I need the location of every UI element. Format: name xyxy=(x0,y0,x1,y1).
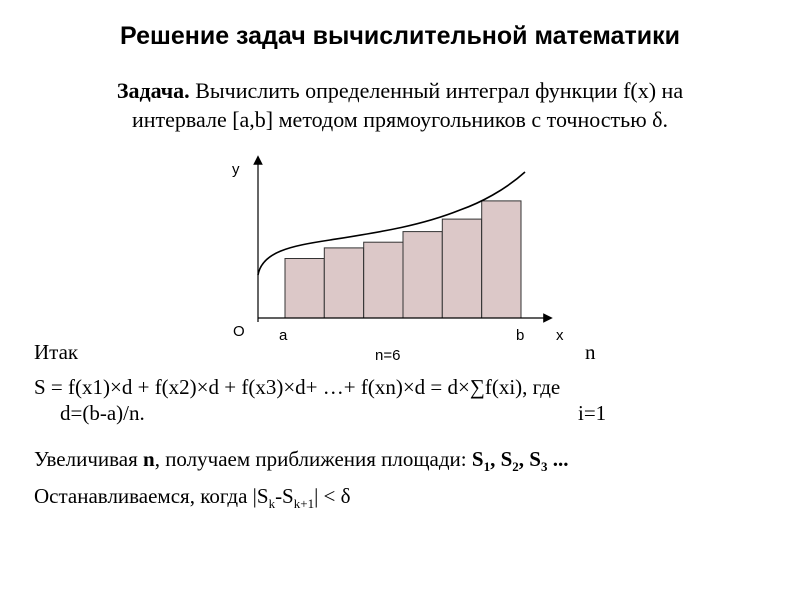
approx-tail: ... xyxy=(547,447,569,471)
rectangle-bar xyxy=(324,248,363,318)
s3-sub: 3 xyxy=(540,459,548,475)
origin-label: O xyxy=(233,323,245,340)
s1-sub: 1 xyxy=(483,459,491,475)
task-label: Задача. xyxy=(116,78,190,103)
s1: S xyxy=(471,447,484,471)
stop-condition xyxy=(34,484,351,512)
stop-sub-k1: k+1 xyxy=(293,496,315,512)
d-definition: d=(b-a)/n. xyxy=(60,401,145,425)
y-axis-label: y xyxy=(232,161,240,178)
sum-lower-limit: i=1 xyxy=(578,401,607,425)
s2: S xyxy=(500,447,513,471)
stop-prefix: Останавливаемся, когда |S xyxy=(34,484,269,508)
n-label: n=6 xyxy=(375,347,401,364)
approx-n: n xyxy=(143,447,155,471)
task-text-line1: Вычислить определенный интеграл функции f(x) на xyxy=(195,78,684,103)
approximation-line: Увеличивая n, получаем приближения площади: $S_1$, $S_2$, $S_3$ ... xyxy=(34,447,569,475)
s2-sub: 2 xyxy=(512,459,519,475)
stop-tail: | < δ xyxy=(314,484,351,508)
rectangle-bar xyxy=(442,219,481,318)
rectangle-bar xyxy=(482,201,521,318)
stop-sub-k: k xyxy=(268,496,276,512)
stop-mid: -S xyxy=(275,484,294,508)
page-title: Решение задач вычислительной математики xyxy=(120,22,680,50)
x-axis-label: x xyxy=(556,327,564,344)
s3: S xyxy=(529,447,541,471)
approx-prefix: Увеличивая xyxy=(34,447,143,471)
b-label: b xyxy=(516,327,525,344)
rectangle-bar xyxy=(285,259,324,319)
a-label: a xyxy=(279,327,288,344)
rectangle-bar xyxy=(364,242,403,318)
rectangle-bar xyxy=(403,232,442,318)
approx-mid: , получаем приближения площади: xyxy=(154,447,472,471)
sum-formula: S = f(x1)×d + f(x2)×d + f(x3)×d+ …+ f(xn)×d = d×∑f(xi), где xyxy=(34,375,561,399)
bars-group xyxy=(285,201,521,318)
task-text-line2: интервале [a,b] методом прямоугольников с точностью δ. xyxy=(131,107,668,132)
sum-upper-limit: n xyxy=(585,340,596,364)
itak-text: Итак xyxy=(34,340,79,364)
